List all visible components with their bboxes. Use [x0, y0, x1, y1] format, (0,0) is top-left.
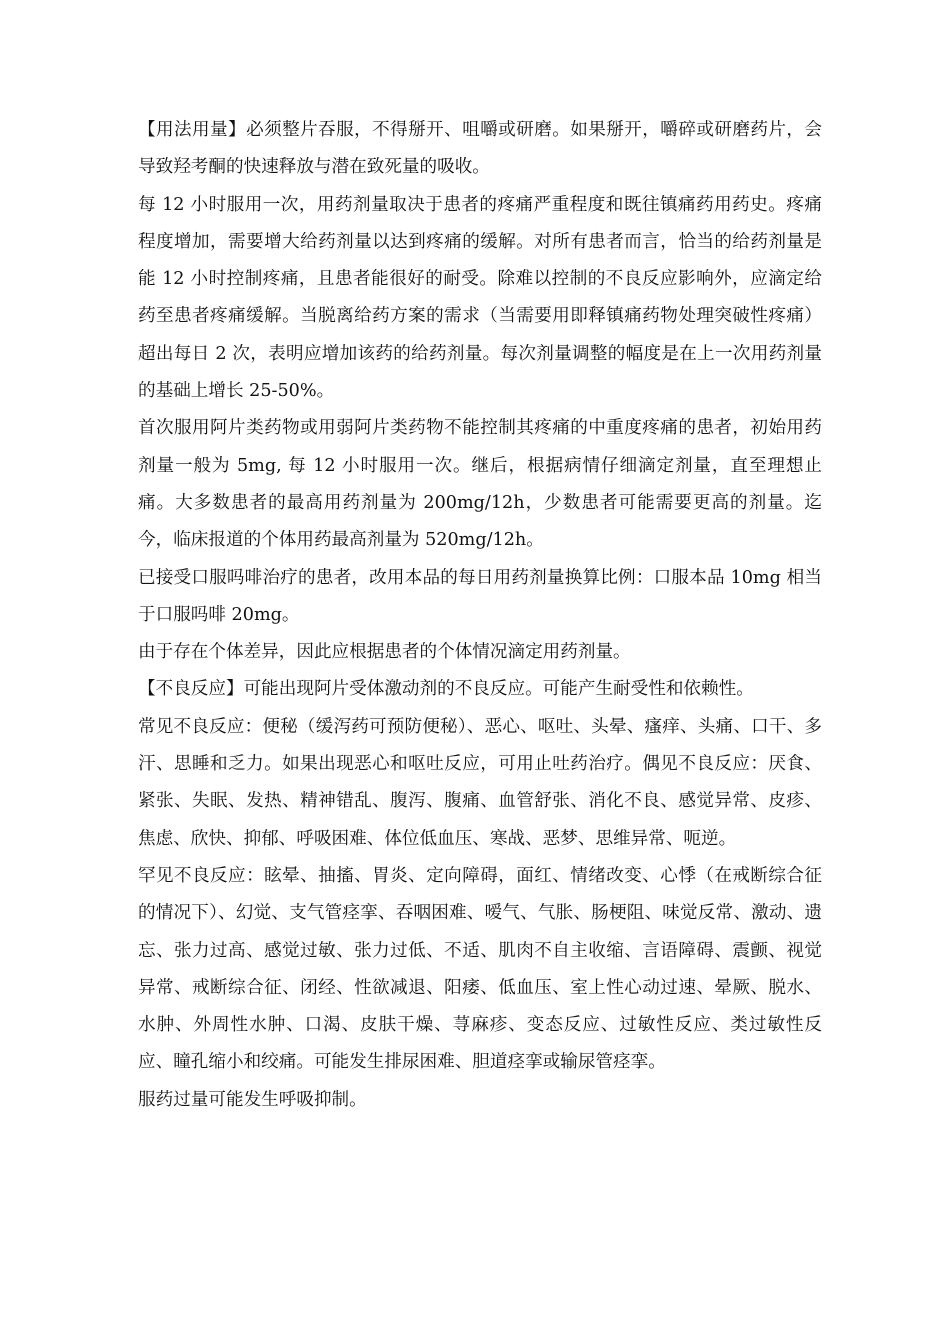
- paragraph-dosage-intro: 【用法用量】必须整片吞服，不得掰开、咀嚼或研磨。如果掰开，嚼碎或研磨药片，会导致羟考酮的快速释放与潜在致死量的吸收。: [138, 120, 822, 178]
- document-page: [138, 112, 822, 1119]
- paragraph-common-adverse-reactions: 常见不良反应：便秘（缓泻药可预防便秘）、恶心、呕吐、头晕、瘙痒、头痛、口干、多汗、思睡和乏力。如果出现恶心和呕吐反应，可用止吐药治疗。偶见不良反应：厌食、紧张、失眠、发热、精神错乱、腹泻、腹痛、血管舒张、消化不良、感觉异常、皮疹、焦虑、欣快、抑郁、呼吸困难、体位低血压、寒战、恶梦、思维异常、呃逆。: [138, 716, 822, 849]
- paragraph-individual-titration: 由于存在个体差异，因此应根据患者的个体情况滴定用药剂量。: [138, 642, 631, 663]
- paragraph-morphine-conversion: 已接受口服吗啡治疗的患者，改用本品的每日用药剂量换算比例：口服本品 10mg 相当于口服吗啡 20mg。: [138, 567, 822, 625]
- paragraph-overdose: 服药过量可能发生呼吸抑制。: [138, 1089, 367, 1110]
- paragraph-adverse-reactions-intro: 【不良反应】可能出现阿片受体激动剂的不良反应。可能产生耐受性和依赖性。: [138, 679, 754, 700]
- paragraph-dosage-schedule: 每 12 小时服用一次，用药剂量取决于患者的疼痛严重程度和既往镇痛药用药史。疼痛程度增加，需要增大给药剂量以达到疼痛的缓解。对所有患者而言，恰当的给药剂量是能 12 小时控制疼痛，且患者能很好的耐受。除难以控制的不良反应影响外，应滴定给药至患者疼痛缓解。当脱离给药方案的需求（当需要用即释镇痛药物处理突破性疼痛）超出每日 2 次，表明应增加该药的给药剂量。每次剂量调整的幅度是在上一次用药剂量的基础上增长 25-50%。: [138, 194, 822, 402]
- paragraph-rare-adverse-reactions: 罕见不良反应：眩晕、抽搐、胃炎、定向障碍，面红、情绪改变、心悸（在戒断综合征的情况下）、幻觉、支气管痉挛、吞咽困难、嗳气、气胀、肠梗阻、味觉反常、激动、遗忘、张力过高、感觉过敏、张力过低、不适、肌肉不自主收缩、言语障碍、震颤、视觉异常、戒断综合征、闭经、性欲减退、阳痿、低血压、室上性心动过速、晕厥、脱水、水肿、外周性水肿、口渴、皮肤干燥、荨麻疹、变态反应、过敏性反应、类过敏性反应、瞳孔缩小和绞痛。可能发生排尿困难、胆道痉挛或输尿管痉挛。: [138, 865, 822, 1073]
- paragraph-initial-dose: 首次服用阿片类药物或用弱阿片类药物不能控制其疼痛的中重度疼痛的患者，初始用药剂量一般为 5mg, 每 12 小时服用一次。继后，根据病情仔细滴定剂量，直至理想止痛。大多数患者的最高用药剂量为 200mg/12h，少数患者可能需要更高的剂量。迄今，临床报道的个体用药最高剂量为 520mg/12h。: [138, 418, 822, 551]
